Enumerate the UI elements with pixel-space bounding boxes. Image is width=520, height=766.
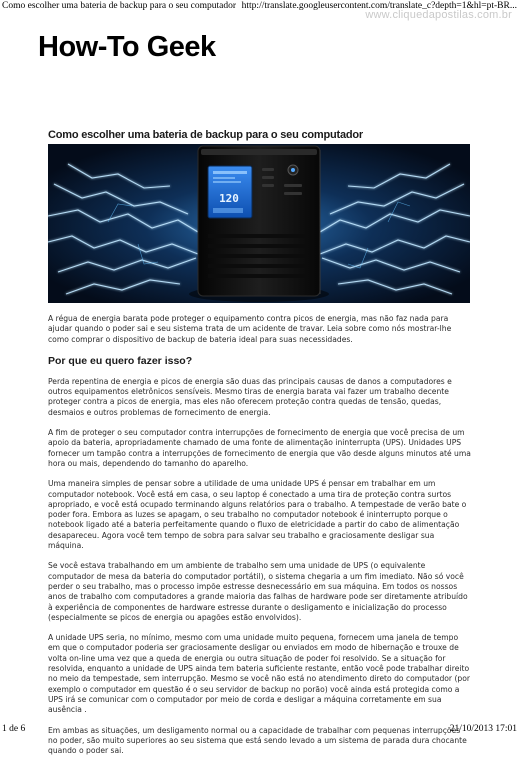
section-heading: Por que eu quero fazer isso? — [48, 354, 193, 367]
site-logo[interactable]: How-To Geek — [38, 31, 216, 63]
article-paragraph: Perda repentina de energia e picos de energia são duas das principais causas de danos a computadores e outros equipamentos eletrônicos sensíveis. Mesmo tiras de energia barata vai fazer um trabalho decente proteger contra a picos de energia, mas eles não oferecem proteção contra quedas de tensão, quedas, desmaios e outros problemas de fornecimento de energia. — [48, 376, 452, 417]
article-paragraph: A unidade UPS seria, no mínimo, mesmo com uma unidade muito pequena, fornecem uma janela de tempo em que o computador poderia ser graciosamente desligar ou enviados em modo de hibernação e trouxe de volta on-line uma vez que a queda de energia ou outra situação de poder foi resolvido. Se a situação for resolvida, enquanto a unidade de UPS ainda tem bateria suficiente restante, então você pode trabalhar direito no meio da tempestade, sem interrupção. Mesmo se você não está no atendimento direto do computador (por exemplo o computador em questão é o seu servidor de backup no porão) você ainda está protegida como a UPS irá se comunicar com o computador por meio de corda e desligar a máquina corretamente em sua ausência . — [48, 633, 470, 715]
print-header-title: Como escolher uma bateria de backup para o seu computador — [2, 1, 236, 11]
ups-unit — [198, 146, 320, 296]
article-body — [48, 314, 472, 766]
article-paragraph: Se você estava trabalhando em um ambiente de trabalho sem uma unidade de UPS (o equivalente computador de mesa da bateria do computador portátil), o sistema chegaria a um fim imediato. Não só você perder o seu trabalho, mas o processo impõe estresse desnecessário em sua máquina. Em todos os nossos anos de trabalho com computadores a grande maioria das falhas de hardware pode ser diretamente atribuído à experiência de componentes de hardware estresse durante o desligamento e inicialização do processo (especialmente se picos de energia ou apagões estão envolvidos). — [48, 561, 468, 622]
page-number: 1 de 6 — [2, 724, 26, 734]
article-title: Como escolher uma bateria de backup para o seu computador — [48, 129, 364, 141]
print-header-url[interactable]: http://translate.googleusercontent.com/translate_c?depth=1&hl=pt-BR... — [241, 1, 517, 11]
article-paragraph: Uma maneira simples de pensar sobre a utilidade de uma unidade UPS é pensar em trabalhar em um computador notebook. Você está em casa, o seu laptop é conectado a uma tira de proteção contra surtos apropriado, e você está ocupado terminando alguns relatórios para o trabalho. A tempestade de verão bate o poder fora. Embora as luzes se apagam, o seu trabalho no computador notebook é ininterrupto porque o notebook ligado até a bateria perfeitamente quando o fluxo de eletricidade a partir do cabo de alimentação desapareceu. Agora você tem tempo de sobra para salvar seu trabalho e graciosamente desligar sua máquina. — [48, 479, 467, 551]
watermark: www.cliquedapostilas.com.br — [365, 9, 512, 21]
article-paragraph: A fim de proteger o seu computador contra interrupções de fornecimento de energia que você precisa de um apoio da bateria, apropriadamente chamado de uma fonte de alimentação ininterrupta (UPS). Unidades UPS fornecer um tampão contra a interrupções de fornecimento de energia que vão desde alguns minutos até uma hora ou mais, dependendo do tamanho do aparelho. — [48, 428, 471, 468]
print-timestamp: 21/10/2013 17:01 — [449, 724, 517, 734]
ups-display-value: 120 — [219, 192, 239, 205]
article-intro: A régua de energia barata pode proteger o equipamento contra picos de energia, mas não faz nada para ajudar quando o poder sai e seu sistema trata de um acidente de travar. Leia sobre como nós mostrar-lhe como comprar o dispositivo de backup de bateria ideal para suas necessidades. — [48, 314, 452, 344]
article-paragraph: Em ambas as situações, um desligamento normal ou a capacidade de trabalhar com pequenas interrupções no poder, são muito superiores ao seu sistema que está sendo levado a um sistema de parada dura chocante quando o poder sai. — [48, 725, 467, 756]
hero-image-ups — [48, 144, 470, 303]
